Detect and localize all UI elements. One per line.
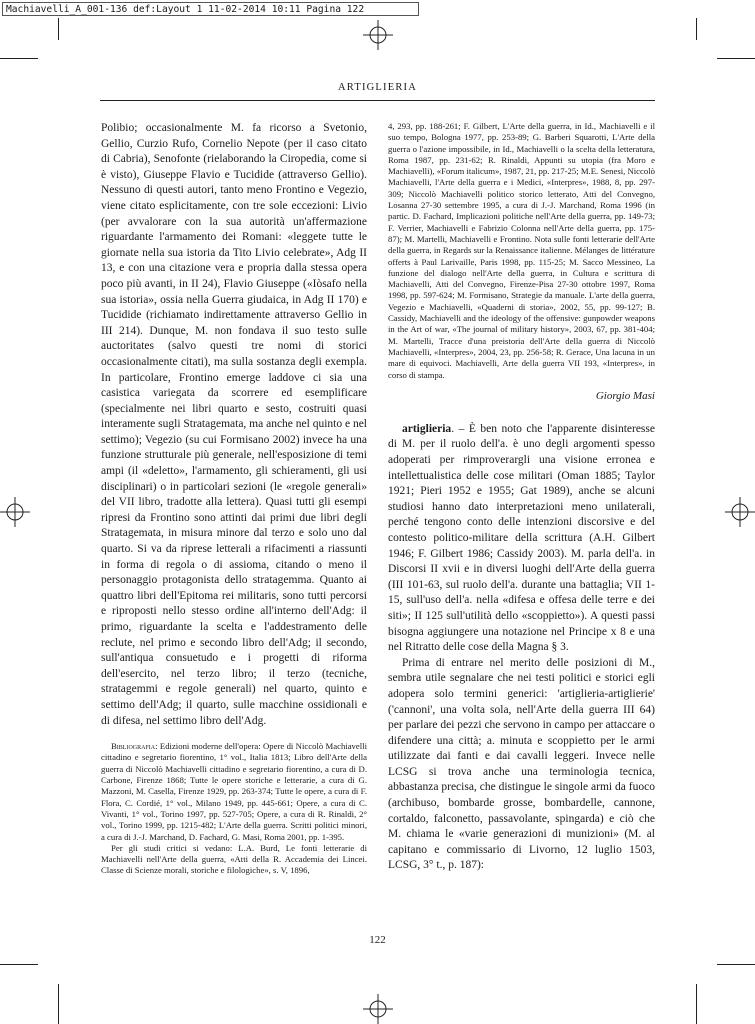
- running-head: ARTIGLIERIA: [337, 82, 418, 93]
- body-paragraph: Polibio; occasionalmente M. fa ricorso a Svetonio, Gellio, Curzio Rufo, Cornelio Nepote (per il caso citato di Cabria), Senofonte (rielaborando la Ciropedia, come si è visto), Giuseppe Flavio e Tucidide (attraverso Gellio). Nessuno di questi autori, tanto meno Frontino e Vegezio, viene citato esplicitamente, con tre sole eccezioni: Livio (per avvalorare con la sua autorità un'affermazione riguardante l'armamento dei Romani: «leggete tutte le giornate nella sua istoria da Tito Livio celebrate», Adg II 13, e con una citazione vera e propria dalla stessa opera poco più avanti, in II 24), Flavio Giuseppe («Iòsafo nella sua istoria», ossia nella Guerra giudaica, in Adg II 170) e Tucidide (richiamato indirettamente attraverso Gellio in III 214). Dunque, M. non fondava il suo testo sulle auctoritates (salvo questi tre nomi di storici occasionalmente citati), ma sulla sostanza degli exempla. In particolare, Frontino emerge laddove ci sia una casistica variegata da scorrere ed esemplificare (specialmente nei libri quarto e sesto, costruiti quasi interamente sugli Stratagemata, ma anche nel quinto e nel settimo); Vegezio (su cui Formisano 2002) invece ha una funzione strutturale più generale, nell'esposizione di temi ampi (il «deletto», l'armamento, gli schieramenti, gli usi disciplinari) o in particolari sezioni (le «regole generali» del VII libro, tradotte alla lettera). Quasi tutti gli esempi ripresi da Frontino sono attinti dai primi due libri degli Stratagemata, in misura minore dal terzo e solo uno dal quarto. Si va da riprese letterali a rifacimenti a riassunti in forma di regola o di assioma, citando o meno il personaggio protagonista dello stratagemma. Quanto ai quattro libri dell'Epitoma rei militaris, sono tutti percorsi e riproposti nello stesso ordine all'interno dell'Adg: il primo, riguardante la scelta e l'addestramento delle reclute, nel primo e secondo libro dell'Adg; il secondo, sull'antiqua consuetudo e i progetti di riforma dell'esercito, nel terzo libro; il terzo (tecniche, stratagemmi e regole generali) nel quarto, quinto e settimo dell'Adg; il quarto, sulle macchine ossidionali e di difesa, nel settimo libro dell'Adg.: [101, 122, 367, 727]
- right-column: [388, 121, 655, 874]
- registration-mark-icon: [725, 497, 755, 527]
- entry-text: . – È ben noto che l'apparente disinteresse di M. per il ruolo dell'a. è uno degli argomenti spesso adoperati per rimproverargli una visione erronea e intellettualistica delle cose militari (Oman 1885; Taylor 1921; Pieri 1952 e 1955; Gat 1989), anche se alcuni studiosi hanno dato interpretazioni meno unilaterali, perché tengono conto delle intenzioni discorsive e del contesto politico-militare della scrittura (A.H. Gilbert 1946; F. Gilbert 1986; Cassidy 2003). M. parla dell'a. in Discorsi II xvii e in diversi luoghi dell'Arte della guerra (III 101-63, sul ruolo dell'a. durante una battaglia; VII 1-15, sull'uso dell'a. nella «difesa e offesa delle terre e dei siti»; II 125 sull'utilità dello «scoppietto»). A questi passi bisogna aggiungere una notazione nel Principe x 8 e una nel Ritratto delle cose della Magna § 3.: [388, 422, 655, 654]
- entry-paragraph: [388, 422, 655, 656]
- entry-title: artiglieria: [402, 422, 452, 435]
- author-signature: Giorgio Masi: [595, 389, 655, 402]
- body-paragraph: Prima di entrare nel merito delle posizioni di M., sembra utile segnalare che nei testi politici e storici egli adopera solo termini generici: 'artiglieria-artiglierie' ('cannoni', una volta sola, nell'Arte della guerra III 64) per parlare dei pezzi che servono in campo per attaccare o difendere una città; a. minuta e scoppietto per le armi utilizzate dai fanti e dai cavalli leggeri. Invece nelle LCSG si trova anche una terminologia tecnica, abbastanza precisa, che distingue le singole armi da fuoco (archibuso, bombarde grosse, bombardelle, cannone, cortaldo, falconetto, passavolante, spingarda) e ciò che M. chiama le «varie generazioni di munizioni» (M. al capitano e commissario di Livorno, 12 luglio 1503, LCSG, 3° t., p. 187):: [388, 656, 655, 872]
- studies-paragraph: Per gli studi critici si vedano: L.A. Burd, Le fonti letterarie di Machiavelli nell'Arte della guerra, «Atti della R. Accademia dei Lincei. Classe di Scienze morali, storiche e filologiche», s. V, 1896,: [101, 842, 367, 876]
- bibliography-text: : Edizioni moderne dell'opera: Opere di Niccolò Machiavelli cittadino e segretario fiorentino, 1° vol., Italia 1813; Libro dell'Arte della guerra di Niccolò Machiavelli cittadino e segretario fiorentino, a cura di D. Carbone, Firenze 1868; Tutte le opere storiche e letterarie, a cura di G. Mazzoni, M. Casella, Firenze 1929, pp. 263-374; Tutte le opere, a cura di F. Flora, C. Cordié, 1° vol., Milano 1949, pp. 445-661; Opere, a cura di C. Vivanti, 1° vol., Torino 1997, pp. 527-705; Opere, a cura di R. Rinaldi, 2° vol., Torino 1999, pp. 1215-482; L'Arte della guerra. Scritti politici minori, a cura di J.-J. Marchand, D. Fachard, G. Masi, Roma 2001, pp. 1-395.: [101, 741, 367, 842]
- crop-mark: [717, 58, 755, 59]
- crop-mark: [58, 18, 59, 40]
- bibliography-paragraph: [101, 741, 367, 843]
- crop-mark: [717, 964, 755, 965]
- crop-mark: [0, 58, 38, 59]
- registration-mark-icon: [0, 497, 30, 527]
- header-rule: [100, 100, 655, 101]
- left-column: [101, 121, 367, 877]
- crop-mark: [0, 964, 38, 965]
- print-slug: Machiavelli_A_001-136 def:Layout 1 11-02-2014 10:11 Pagina 122: [2, 2, 419, 16]
- crop-mark: [696, 18, 697, 40]
- crop-mark: [58, 984, 59, 1024]
- page-number: 122: [369, 934, 386, 946]
- registration-mark-icon: [363, 994, 393, 1024]
- registration-mark-icon: [363, 20, 393, 50]
- bibliography-label: Bibliografia: [111, 741, 156, 752]
- bibliography-continued: 4, 293, pp. 188-261; F. Gilbert, L'Arte della guerra, in Id., Machiavelli e il suo tempo, Bologna 1977, pp. 253-89; G. Barberi Squarotti, L'Arte della guerra o l'azione impossibile, in Id., Machiavelli o la scelta della letteratura, Roma 1987, pp. 231-62; R. Rinaldi, Appunti su utopia (fra Moro e Machiavelli), «Forum italicum», 1987, 21, pp. 217-25; M.E. Senesi, Niccolò Machiavelli, l'Arte della guerra e i Medici, «Interpres», 1988, 8, pp. 297-309; Niccolò Machiavelli politico storico letterato, Atti del Convegno, Losanna 27-30 settembre 1995, a cura di J.-J. Marchand, Roma 1996 (in partic. D. Fachard, Implicazioni politiche nell'Arte della guerra, pp. 149-73; F. Verrier, Machiavelli e Fabrizio Colonna nell'Arte della guerra, pp. 175-87); M. Martelli, Machiavelli e Frontino. Nota sulle fonti letterarie dell'Arte della guerra, in Regards sur la Renaissance italienne. Mélanges de littérature offerts à Paul Larivaille, Paris 1998, pp. 115-25; M. Sacco Messineo, La funzione del dialogo nell'Arte della guerra, in Cultura e scrittura di Machiavelli, Atti del Convegno, Firenze-Pisa 27-30 ottobre 1997, Roma 1998, pp. 597-624; M. Formisano, Strategie da manuale. L'arte della guerra, Vegezio e Machiavelli, «Quaderni di storia», 2002, 55, pp. 99-127; B. Cassidy, Machiavelli and the ideology of the offensive: gunpowder weapons in the Art of war, «The journal of military history», 2003, 67, pp. 381-404; M. Martelli, Tracce d'una preistoria dell'Arte della guerra di Niccolò Machiavelli, «Interpres», 2004, 23, pp. 256-58; R. Gerace, Una lacuna in un mare di equivoci. Machiavelli, Arte della guerra VII 193, «Interpres», in corso di stampa.: [388, 121, 655, 380]
- crop-mark: [696, 984, 697, 1024]
